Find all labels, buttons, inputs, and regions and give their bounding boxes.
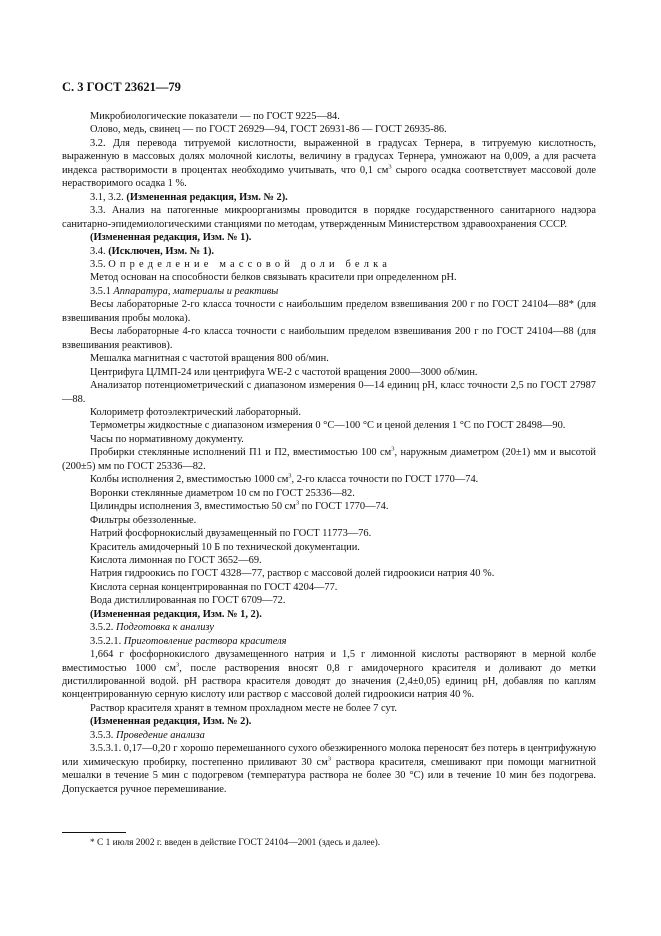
paragraph: Анализатор потенциометрический с диапазоном измерения 0—14 единиц pH, класс точности 2,5 по ГОСТ 27987—88. [62,380,596,405]
subsection-title: Приготовление раствора красителя [123,635,287,647]
paragraph: Микробиологические показатели — по ГОСТ 9225—84. [90,111,340,122]
superscript: 3 [295,499,300,507]
paragraph: Раствор красителя хранят в темном прохладном месте не более 7 сут. [90,702,398,714]
text: Пробирки стеклянные исполнений П1 и П2, вместимостью 100 см [90,447,392,459]
text: Колбы исполнения 2, вместимостью 1000 см [90,474,289,486]
text: , 2-го класса точности по ГОСТ 1770—74. [291,474,479,486]
paragraph: Весы лабораторные 4-го класса точности с наибольшим пределом взвешивания 200 г по ГОСТ 24104—88 (для взвешивания реактивов). [62,326,596,351]
text: сырого осадка соответствует массовой доле нерастворимого осадка 1 %. [62,164,597,190]
subsection-title: Проведение анализа [115,729,205,741]
paragraph: Центрифуга ЦЛМП-24 или центрифуга WE-2 с частотой вращения 2000—3000 об/мин. [90,366,478,378]
text: по ГОСТ 1770—74. [299,501,389,513]
subsection-heading-3-5-3 [62,729,596,742]
superscript: 3 [288,472,292,480]
superscript: 3 [175,661,180,669]
text: , после растворения вносят 0,8 г амидочерного красителя и доливают до метки дистиллированной водой. pH раствора красителя доводят до значения (2,4±0,05) единиц pH, добавляя по каплям концентрированную серную кислоту или раствор с массовой долей гидроокиси натрия 40 %. [62,662,596,701]
paragraph-amendment [62,191,596,204]
footnote-divider [62,832,126,833]
paragraph [62,446,596,473]
paragraph: Кислота лимонная по ГОСТ 3652—69. [90,554,262,566]
text: 3.5.2. [90,622,116,634]
amendment-note: (Измененная редакция, Изм. № 2). [90,716,252,728]
text: раствора красителя, смешивают при помощи магнитной мешалки в течение 5 мин с подогревом (температура раствора не более 30 °С) или в течение 10 мин без подогрева. Допускается ручное перемешивание. [62,756,596,795]
section-title: Определение массовой доли белка [108,258,392,270]
paragraph: Часы по нормативному документу. [90,433,244,445]
paragraph-3-4 [62,245,596,258]
document-body [62,110,596,796]
superscript: 3 [327,755,332,763]
subsection-heading-3-5-2-1 [62,635,596,648]
paragraph [62,500,596,513]
paragraph [62,473,596,486]
subsection-heading-3-5-1 [62,285,596,298]
paragraph: Краситель амидочерный 10 Б по технической документации. [90,541,360,553]
text: 3.1, 3.2. [90,191,127,203]
text: 3.4. [90,245,109,257]
superscript: 3 [388,163,392,171]
footnote: * С 1 июля 2002 г. введен в действие ГОСТ 24104—2001 (здесь и далее). [90,838,381,848]
text: Цилиндры исполнения 3, вместимостью 50 см [90,501,296,513]
paragraph: Вода дистиллированная по ГОСТ 6709—72. [90,595,286,607]
paragraph: Натрия гидроокись по ГОСТ 4328—77, раствор с массовой долей гидроокиси натрия 40 %. [90,568,495,580]
text: 3.2. Для перевода титруемой кислотности, выраженной в градусах Тернера, в титруемую кислотность, выраженную в массовых долях молочной кислоты, величину в градусах Тернера, умножают на 0,009, а для расчета индекса растворимости в процентах необходимо учитывать, что 0,1 см [62,137,596,176]
text: 3.5.1 [90,285,114,297]
superscript: 3 [391,445,395,453]
text: 3.5.2.1. [90,635,124,647]
paragraph: Термометры жидкостные с диапазоном измерения 0 °С—100 °С и ценой деления 1 °С по ГОСТ 28498—90. [90,420,566,432]
paragraph-3-3: 3.3. Анализ на патогенные микроорганизмы проводится в порядке государственного санитарного надзора санитарно-эпидемиологическими станциями по методам, утвержденным Министерством здравоохранения СССР. [62,205,596,230]
section-heading-3-5 [62,258,596,271]
subsection-title: Подготовка к анализу [115,622,214,634]
paragraph-3-2 [62,137,596,191]
paragraph: Воронки стеклянные диаметром 10 см по ГОСТ 25336—82. [90,487,355,499]
paragraph: Олово, медь, свинец — по ГОСТ 26929—94, ГОСТ 26931-86 — ГОСТ 26935-86. [90,124,447,136]
page-header: С. 3 ГОСТ 23621—79 [62,80,181,94]
subsection-heading-3-5-2 [62,621,596,634]
subsection-title: Аппаратура, материалы и реактивы [113,285,279,297]
paragraph [62,648,596,702]
amendment-note: (Исключен, Изм. № 1). [108,245,215,257]
amendment-note: (Измененная редакция, Изм. № 1, 2). [90,608,262,620]
text: 3.5.3. [90,729,116,741]
paragraph: Кислота серная концентрированная по ГОСТ 4204—77. [90,581,338,593]
paragraph: Метод основан на способности белков связывать красители при определенном pH. [90,272,457,284]
paragraph: Фильтры обеззоленные. [90,514,197,526]
paragraph: Весы лабораторные 2-го класса точности с наибольшим пределом взвешивания 200 г по ГОСТ 24104—88* (для взвешивания пробы молока). [62,299,596,324]
paragraph: Мешалка магнитная с частотой вращения 800 об/мин. [90,353,329,365]
text: 3.5. [90,258,109,270]
paragraph: Колориметр фотоэлектрический лабораторный. [90,406,301,418]
amendment-note: (Измененная редакция, Изм. № 2). [126,191,288,203]
text: , наружным диаметром (20±1) мм и высотой (200±5) мм по ГОСТ 25336—82. [62,447,596,472]
amendment-note: (Измененная редакция, Изм. № 1). [90,232,252,244]
paragraph [62,742,596,796]
paragraph: Натрий фосфорнокислый двузамещенный по ГОСТ 11773—76. [90,528,372,540]
text: 3.5.3.1. 0,17—0,20 г хорошо перемешанного сухого обезжиренного молока переносят без потерь в центрифужную или химическую пробирку, постепенно приливают 30 см [62,743,596,768]
text: 1,664 г фосфорнокислого двузамещенного натрия и 1,5 г лимонной кислоты растворяют в мерной колбе вместимостью 1000 см [62,649,596,674]
